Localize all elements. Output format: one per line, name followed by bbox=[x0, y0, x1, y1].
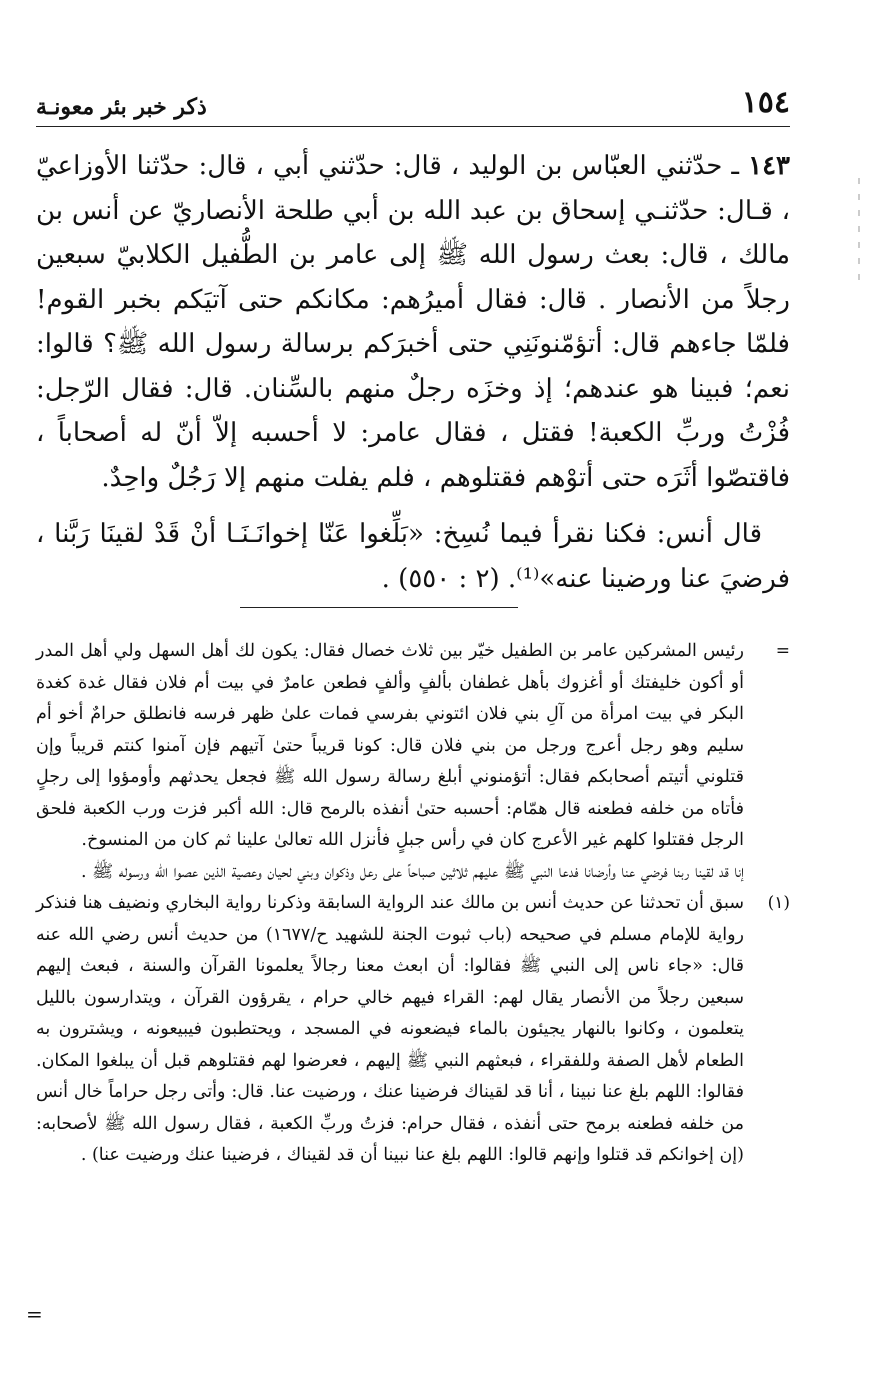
continuation-end-marker: = bbox=[26, 1302, 43, 1326]
footnote-continued-text bbox=[36, 636, 744, 888]
running-title: ذكر خبر بئر معونـة bbox=[36, 94, 207, 120]
continuation-marker: = bbox=[775, 641, 790, 661]
margin-mark bbox=[856, 178, 862, 288]
page-header bbox=[36, 80, 790, 120]
footnote-line: إنا قد لقينا ربنا فرضي عنا وأرضانا فدعا النبي ﷺ عليهم ثلاثين صباحاً على رعل وذكوان وبني لحيان وعصية الذين عصوا الله ورسوله ﷺ . bbox=[80, 861, 744, 882]
hadith-number: ١٤٣ bbox=[748, 151, 791, 181]
footnote-separator bbox=[240, 607, 518, 608]
footnote-line: رئيس المشركين عامر بن الطفيل خيّر بين ثلاث خصال فقال: يكون لك أهل السهل ولي أهل المدر أو أكون خليفتك أو أغزوك بأهل غطفان بألفٍ وألفٍ فطعن عامرٌ في بيت أم فلان فقال غدة كغدة البكر في بيت امرأة من آلِ بني فلان ائتوني بفرسي فمات علىٰ ظهر فرسه فانطلق حرامٌ أخو أم سليم وهو رجل أعرج ورجل من بني فلان قال: كونا قريباً حتىٰ آتيهم فإن آمنوا كنتم قريباً وإن قتلوني أتيتم أصحابكم فقال: أتؤمنوني أبلغ رسالة رسول الله ﷺ فجعل يحدثهم وأومؤوا إلى رجلٍ فأتاه من خلفه فطعنه قال همّام: أحسبه حتىٰ أنفذه بالرمح قال: الله أكبر فزت ورب الكعبة فلحق الرجل فقتلوا كلهم غير الأعرج كان في رأس جبلٍ فأنزل الله تعالىٰ علينا ثم كان من المنسوخ. bbox=[36, 641, 744, 850]
hadith-paragraph bbox=[36, 144, 790, 500]
footnote-1-text: سبق أن تحدثنا عن حديث أنس بن مالك عند الرواية السابقة وذكرنا رواية البخاري ونضيف هنا فنذكر رواية للإمام مسلم في صحيحه (باب ثبوت الجنة للشهيد ح/١٦٧٧) من حديث أنس رضي الله عنه قال: «جاء ناس إلى النبي ﷺ فقالوا: أن ابعث معنا رجالاً يعلمونا القرآن والسنة ، فبعث إليهم سبعين رجلاً من الأنصار يقال لهم: القراء فيهم خالي حرام ، يقرؤون القرآن ، ويتدارسون بالليل يتعلمون ، وكانوا بالنهار يجيئون بالماء فيضعونه في المسجد ، ويحتطبون فيبيعونه ، ويشترون به الطعام لأهل الصفة وللفقراء ، فبعثهم النبي ﷺ إليهم ، فعرضوا لهم فقتلوهم قبل أن يبلغوا المكان. فقالوا: اللهم بلغ عنا نبينا ، أنا قد لقيناك فرضينا عنك ، ورضيت عنا. قال: وأتى رجل حراماً خال أنس من خلفه فطعنه برمح حتى أنفذه ، فقال حرام: فزتُ وربِّ الكعبة ، فقال رسول الله ﷺ لأصحابه: (إن إخوانكم قد قتلوا وإنهم قالوا: اللهم بلغ عنا نبينا أن قد لقيناك ، فرضينا عنك ورضيت عنا) . bbox=[36, 893, 745, 1165]
footnote-continued bbox=[36, 636, 790, 888]
footnote-1 bbox=[36, 888, 790, 1172]
footnotes bbox=[36, 636, 790, 1172]
anas-paragraph: قال أنس: فكنا نقرأ فيما نُسِخ: «بَلِّغوا عَنّا إخوانَـنَـا أنْ قَدْ لقينَا رَبَّنا ، فرضيَ عنا ورضينا عنه»⁽¹⁾. (٢ : ٥٥٠) . bbox=[36, 519, 790, 594]
header-rule bbox=[36, 126, 790, 127]
footnote-1-marker: (١) bbox=[767, 893, 790, 913]
main-text bbox=[36, 144, 790, 601]
page-number: ١٥٤ bbox=[741, 85, 790, 120]
hadith-text: ـ حدّثني العبّاس بن الوليد ، قال: حدّثني أبي ، قال: حدّثنا الأوزاعيّ ، قـال: حدّثنـي إسحاق بن عبد الله بن أبي طلحة الأنصاريّ عن أنس بن مالك ، قال: بعث رسول الله ﷺ إلى عامر بن الطُّفيل الكلابيّ سبعين رجلاً من الأنصار . قال: فقال أميرُهم: مكانكم حتى آتيَكم بخبر القوم! فلمّا جاءهم قال: أتؤمّنونَنِي حتى أخبرَكم برسالة رسول الله ﷺ؟ قالوا: نعم؛ فبينا هو عندهم؛ إذ وخزَه رجلٌ منهم بالسِّنان. قال: فقال الرّجل: فُزْتُ وربِّ الكعبة! فقتل ، فقال عامر: لا أحسبه إلاّ أنّ له أصحاباً ، فاقتصّوا أثَرَه حتى أتوْهم فقتلوهم ، فلم يفلت منهم إلا رَجُلٌ واحِدٌ. bbox=[36, 151, 790, 493]
